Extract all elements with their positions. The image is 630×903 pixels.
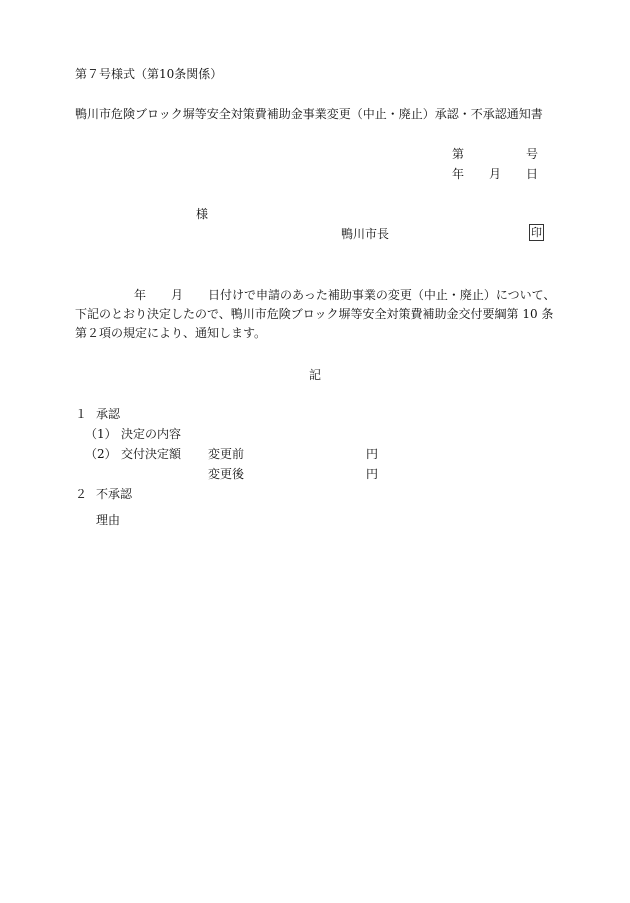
seal-mark: 印: [531, 226, 542, 239]
item2-label: 交付決定額: [121, 447, 182, 461]
date-day: 日: [526, 167, 539, 181]
section1-number: １: [75, 407, 88, 421]
body-month: 月: [171, 288, 184, 302]
form-label: 第７号様式（第10条関係）: [75, 67, 223, 81]
addressee-suffix: 様: [196, 207, 209, 221]
amount-after-yen: 円: [366, 467, 379, 481]
amount-before-yen: 円: [366, 447, 379, 461]
item1-label: 決定の内容: [121, 427, 182, 441]
reason-label: 理由: [96, 513, 121, 527]
body-line-3: 第２項の規定により、通知します。: [75, 326, 267, 340]
document-number-go: 号: [526, 147, 539, 161]
body-year: 年: [134, 288, 147, 302]
amount-after-label: 変更後: [208, 467, 245, 481]
item2-number: （2）: [85, 447, 117, 461]
document-number-dai: 第: [452, 147, 465, 161]
item1-number: （1）: [85, 427, 117, 441]
date-year: 年: [452, 167, 465, 181]
body-line-2: 下記のとおり決定したので、鴨川市危険ブロック塀等安全対策費補助金交付要綱第 10 条: [75, 307, 554, 321]
document-title: 鴨川市危険ブロック塀等安全対策費補助金事業変更（中止・廃止）承認・不承認通知書: [75, 107, 543, 121]
body-line-1: 日付けで申請のあった補助事業の変更（中止・廃止）について、: [208, 288, 556, 302]
date-month: 月: [489, 167, 502, 181]
section2-label: 不承認: [96, 487, 133, 501]
section1-label: 承認: [96, 407, 121, 421]
amount-before-label: 変更前: [208, 447, 245, 461]
section2-number: ２: [75, 487, 88, 501]
issuer-name: 鴨川市長: [341, 227, 390, 241]
ki-heading: 記: [309, 368, 322, 382]
